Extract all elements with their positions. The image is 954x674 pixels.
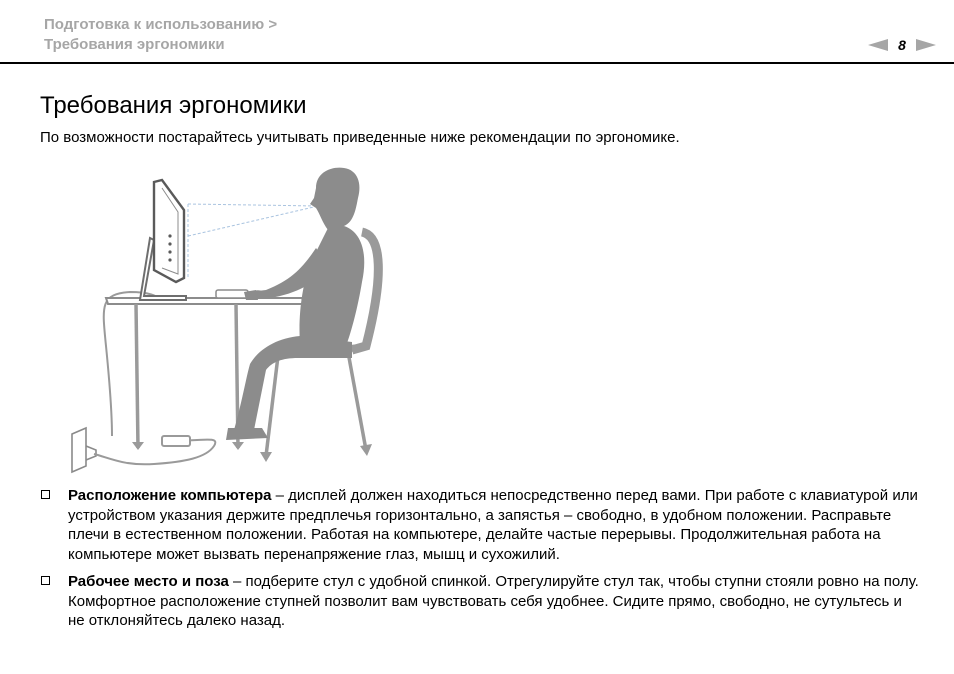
breadcrumb-current: Требования эргономики (44, 36, 225, 53)
monitor-cable (104, 292, 162, 436)
power-outlet-icon (72, 428, 96, 472)
desk-leg-left (136, 304, 138, 448)
checkbox-bullet-icon (41, 576, 50, 585)
bullet-text: – подберите стул с удобной спинкой. Отрегулируйте стул так, чтобы ступни стояли ровно на полу. Комфортное расположение ступней позволит вам чувствовать себя удобнее. Сидите прямо, свободно, не сутультесь и не отклоняйтесь далеко назад. (68, 573, 919, 629)
breadcrumb-parent[interactable]: Подготовка к использованию > (44, 16, 278, 33)
recommendations-list (40, 486, 920, 631)
breadcrumb (44, 15, 277, 55)
keyboard (216, 290, 248, 298)
list-item (40, 572, 920, 631)
intro-text: По возможности постарайтесь учитывать приведенные ниже рекомендации по эргономике. (40, 129, 680, 146)
bullet-text: – дисплей должен находиться непосредственно перед вами. При работе с клавиатурой или устройством указания держите предплечья горизонтально, а запястья – свободно, в удобном положении. Расправьте плечи в естественном положении. Работая на компьютере, делайте частые перерывы. Продолжительная работа на компьютере может вызвать перенапряжение глаз, мышц и сухожилий. (68, 487, 918, 563)
monitor (154, 180, 184, 282)
power-adapter (162, 436, 190, 446)
triangle-left-icon[interactable] (868, 39, 888, 51)
sight-lines (188, 204, 318, 278)
list-item (40, 486, 920, 564)
page-title: Требования эргономики (40, 92, 307, 119)
power-cable (94, 440, 215, 465)
triangle-right-icon[interactable] (916, 39, 936, 51)
bullet-heading: Расположение компьютера (68, 487, 272, 504)
page-number: 8 (898, 37, 906, 53)
page-navigation (868, 36, 936, 54)
person-at-computer-desk-illustration (66, 166, 396, 478)
desk-top (106, 298, 304, 304)
bullet-heading: Рабочее место и поза (68, 573, 229, 590)
header-divider (0, 62, 954, 64)
checkbox-bullet-icon (41, 490, 50, 499)
